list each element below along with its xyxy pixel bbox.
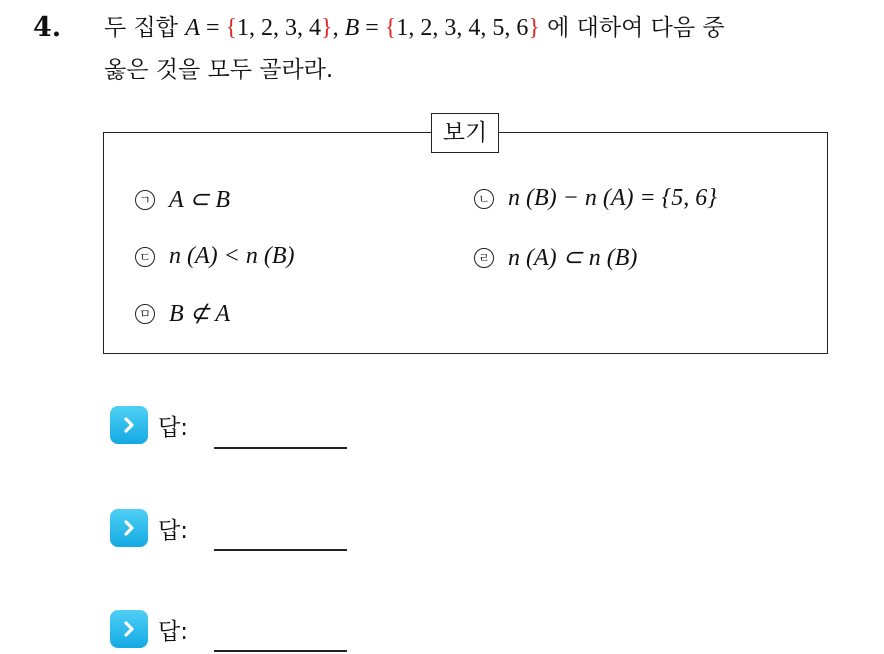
set-a-open-brace: {: [225, 15, 238, 41]
marker-rieul-icon: ㄹ: [474, 248, 494, 268]
set-b-name: B: [344, 15, 360, 41]
set-separator: ,: [332, 15, 345, 41]
answer-label: 답:: [158, 618, 188, 645]
answer-row-2: [110, 509, 188, 547]
choice-expression-1: A ⊂ B: [169, 187, 230, 213]
answer-blank-3[interactable]: [214, 650, 347, 652]
choice-item-1: [135, 185, 230, 214]
choice-item-3: [135, 243, 294, 270]
question-suffix: 에 대하여 다음 중: [539, 15, 725, 41]
set-a-name: A: [185, 15, 200, 41]
set-b-open-brace: {: [384, 15, 397, 41]
choice-item-4: [474, 243, 637, 272]
choices-box-title: 보기: [431, 113, 499, 153]
chevron-right-icon: [110, 610, 148, 648]
question-line-1: [104, 13, 725, 43]
marker-nieun-icon: ㄴ: [474, 189, 494, 209]
answer-label: 답:: [158, 517, 188, 544]
set-a-elements: 1, 2, 3, 4: [237, 15, 322, 41]
choice-item-5: [135, 299, 230, 328]
marker-digeut-icon: ㄷ: [135, 247, 155, 267]
question-prefix: 두 집합: [104, 15, 186, 41]
chevron-right-icon: [110, 406, 148, 444]
answer-row-3: [110, 610, 188, 648]
set-b-close-brace: }: [528, 15, 540, 41]
set-a-equals: =: [199, 15, 226, 41]
question-line-2: 옳은 것을 모두 골라라.: [104, 57, 334, 83]
choice-item-2: [474, 185, 717, 212]
choice-expression-2: n (B) − n (A) = {5, 6}: [508, 185, 717, 211]
set-b-equals: =: [359, 15, 385, 41]
answer-label: 답:: [158, 414, 188, 441]
answer-blank-1[interactable]: [214, 447, 347, 449]
chevron-right-icon: [110, 509, 148, 547]
choice-expression-3: n (A) < n (B): [169, 243, 295, 269]
answer-row-1: [110, 406, 188, 444]
answer-blank-2[interactable]: [214, 549, 347, 551]
choice-expression-4: n (A) ⊂ n (B): [508, 245, 638, 271]
choice-expression-5: B ⊄ A: [169, 301, 230, 327]
marker-giyeok-icon: ㄱ: [135, 190, 155, 210]
set-b-elements: 1, 2, 3, 4, 5, 6: [396, 15, 529, 41]
question-number: 4.: [33, 12, 62, 43]
set-a-close-brace: }: [321, 15, 333, 41]
marker-mieum-icon: ㅁ: [135, 304, 155, 324]
